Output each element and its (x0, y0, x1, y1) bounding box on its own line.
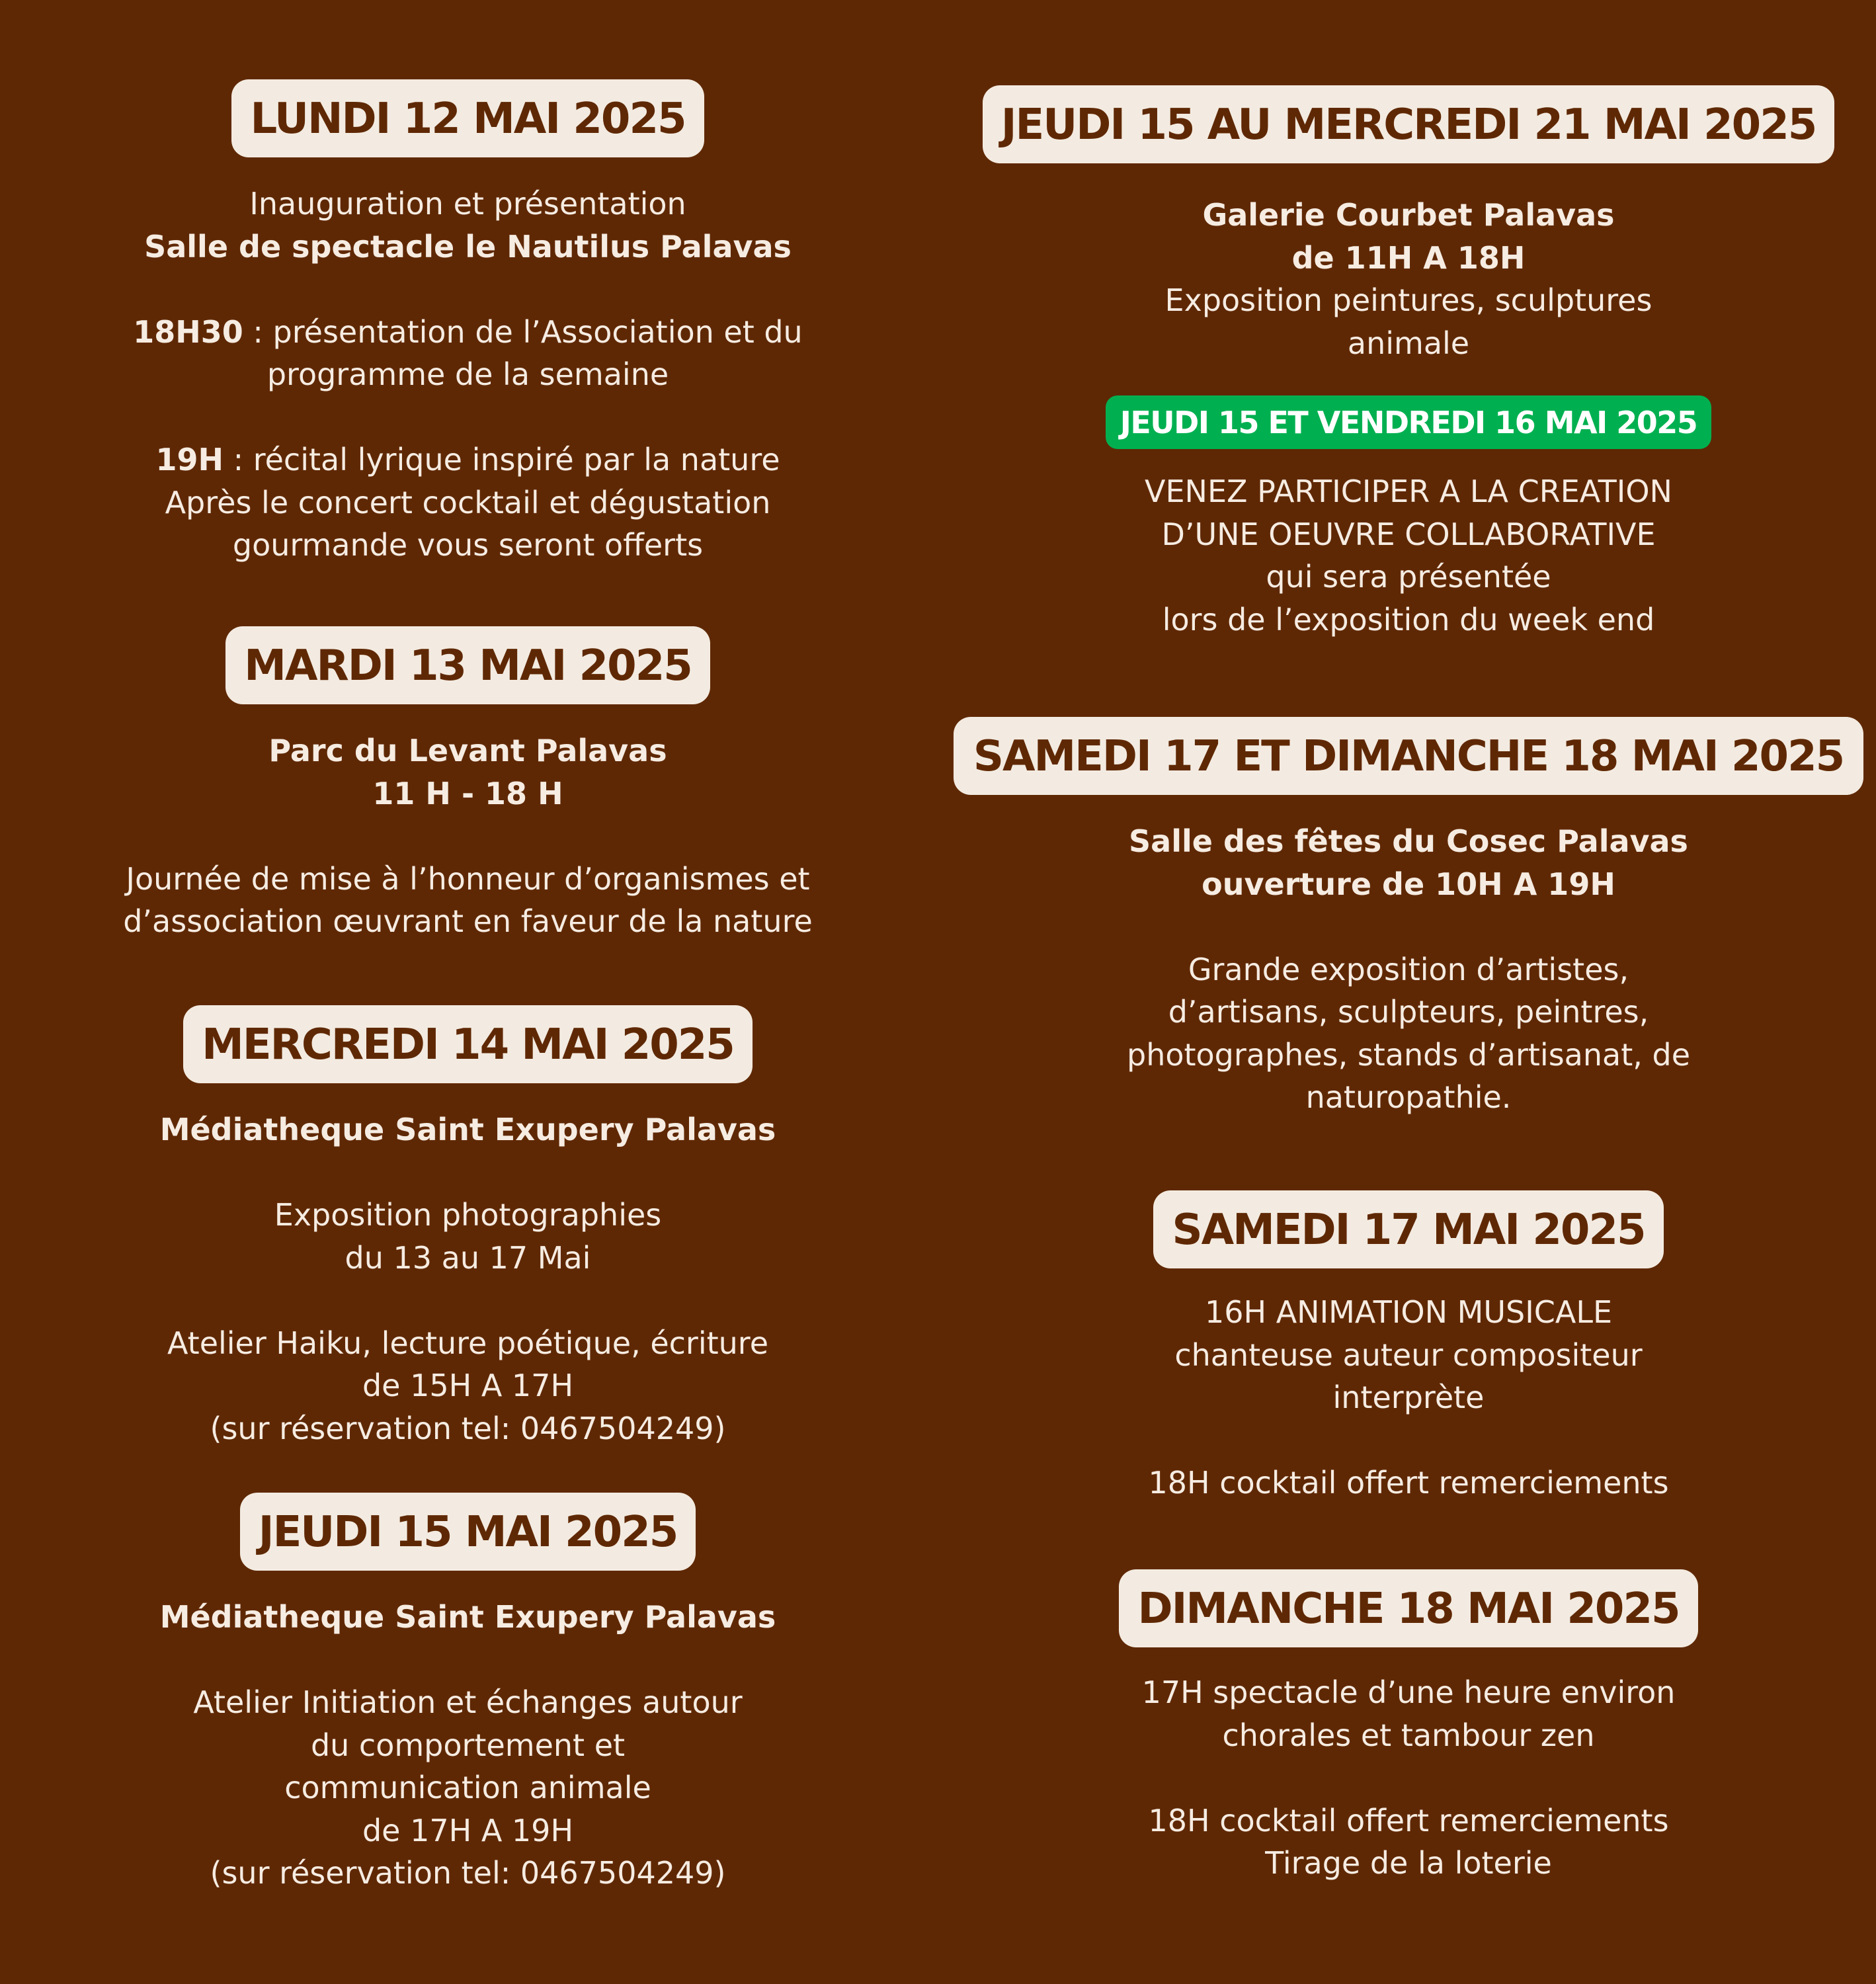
detail-line: d’artisans, sculpteurs, peintres, (1168, 994, 1649, 1030)
time-label: 19H (155, 442, 224, 477)
detail-line: Atelier Initiation et échanges autour (193, 1684, 743, 1720)
detail-line: Tirage de la loterie (1265, 1845, 1552, 1881)
day-title: JEUDI 15 MAI 2025 (240, 1493, 696, 1571)
day-title: JEUDI 15 AU MERCREDI 21 MAI 2025 (983, 85, 1835, 163)
event-details (73, 729, 863, 943)
detail-line: du 13 au 17 Mai (345, 1239, 591, 1276)
event-jeudi-vendredi-collaborative (952, 395, 1865, 641)
spacer (73, 1639, 863, 1682)
detail-line: (sur réservation tel: 0467504249) (210, 1855, 726, 1891)
day-title: SAMEDI 17 ET DIMANCHE 18 MAI 2025 (954, 717, 1863, 795)
detail-line: Atelier Haiku, lecture poétique, écriture (167, 1325, 768, 1361)
event-mercredi-14 (73, 1005, 863, 1450)
event-samedi-17 (952, 1190, 1865, 1505)
venue-line: Parc du Levant Palavas (268, 733, 667, 768)
time-description: : présentation de l’Association et du (243, 313, 803, 350)
spacer (73, 1151, 863, 1194)
detail-line: Grande exposition d’artistes, (1188, 951, 1629, 987)
detail-line: de 15H A 17H (362, 1368, 574, 1403)
detail-line (73, 311, 863, 354)
detail-line (73, 438, 863, 481)
detail-line: interprète (1332, 1380, 1485, 1415)
detail-line: D’UNE OEUVRE COLLABORATIVE (1161, 516, 1656, 552)
detail-line: programme de la semaine (266, 356, 669, 392)
detail-line: chorales et tambour zen (1222, 1717, 1595, 1753)
detail-line: 18H cocktail offert remerciements (1148, 1802, 1669, 1839)
detail-line: lors de l’exposition du week end (1162, 601, 1655, 638)
event-details (73, 183, 863, 567)
detail-line: (sur réservation tel: 0467504249) (210, 1410, 726, 1446)
event-jeudi-15-au-mercredi-21 (952, 85, 1865, 364)
detail-line: VENEZ PARTICIPER A LA CREATION (1145, 474, 1672, 509)
detail-line: Journée de mise à l’honneur d’organismes et (126, 860, 810, 897)
detail-line: 18H cocktail offert remerciements (1148, 1465, 1669, 1501)
day-title: SAMEDI 17 MAI 2025 (1153, 1190, 1663, 1268)
detail-line: du comportement et (310, 1727, 626, 1763)
event-details (73, 1108, 863, 1450)
spacer (73, 815, 863, 858)
event-samedi-dimanche-17-18 (952, 717, 1865, 1119)
venue-line: ouverture de 10H A 19H (1202, 866, 1615, 902)
detail-line: qui sera présentée (1266, 559, 1551, 595)
venue-line: Salle de spectacle le Nautilus Palavas (144, 228, 792, 265)
venue-line: Médiatheque Saint Exupery Palavas (159, 1599, 776, 1635)
detail-line: d’association œuvrant en faveur de la nature (123, 903, 813, 939)
detail-line: 17H spectacle d’une heure environ (1141, 1674, 1676, 1710)
time-description: : récital lyrique inspiré par la nature (223, 442, 780, 477)
green-day-title: JEUDI 15 ET VENDREDI 16 MAI 2025 (1106, 395, 1711, 449)
event-details (952, 194, 1865, 364)
event-details (952, 470, 1865, 641)
detail-line: animale (1347, 325, 1470, 361)
venue-line: 11 H - 18 H (372, 775, 563, 811)
event-details (73, 1596, 863, 1895)
detail-line: de 17H A 19H (362, 1812, 574, 1848)
detail-line: communication animale (284, 1770, 651, 1805)
spacer (952, 1757, 1865, 1799)
event-lundi-12 (73, 79, 863, 567)
time-label: 18H30 (133, 313, 243, 350)
detail-line: Inauguration et présentation (249, 186, 686, 222)
day-title: DIMANCHE 18 MAI 2025 (1119, 1569, 1697, 1647)
event-dimanche-18 (952, 1569, 1865, 1885)
day-title: MERCREDI 14 MAI 2025 (183, 1005, 753, 1083)
day-title: MARDI 13 MAI 2025 (225, 626, 710, 704)
spacer (73, 268, 863, 311)
detail-line: Exposition peintures, sculptures (1164, 282, 1652, 318)
event-details (952, 1291, 1865, 1505)
venue-line: de 11H A 18H (1291, 239, 1526, 276)
event-details (952, 820, 1865, 1119)
detail-line: naturopathie. (1305, 1079, 1512, 1115)
detail-line: Après le concert cocktail et dégustation (165, 484, 771, 520)
day-title: LUNDI 12 MAI 2025 (231, 79, 704, 157)
detail-line: photographes, stands d’artisanat, de (1127, 1036, 1690, 1073)
spacer (952, 1419, 1865, 1462)
venue-line: Galerie Courbet Palavas (1202, 197, 1615, 233)
detail-line: gourmande vous seront offerts (232, 527, 704, 563)
event-details (952, 1671, 1865, 1885)
venue-line: Salle des fêtes du Cosec Palavas (1129, 823, 1688, 859)
detail-line: Exposition photographies (274, 1197, 662, 1233)
detail-line: 16H ANIMATION MUSICALE (1204, 1294, 1613, 1330)
event-mardi-13 (73, 626, 863, 943)
spacer (73, 396, 863, 439)
spacer (952, 905, 1865, 948)
event-jeudi-15 (73, 1493, 863, 1895)
detail-line: chanteuse auteur compositeur (1174, 1337, 1643, 1373)
spacer (73, 1279, 863, 1322)
venue-line: Médiatheque Saint Exupery Palavas (159, 1112, 776, 1147)
